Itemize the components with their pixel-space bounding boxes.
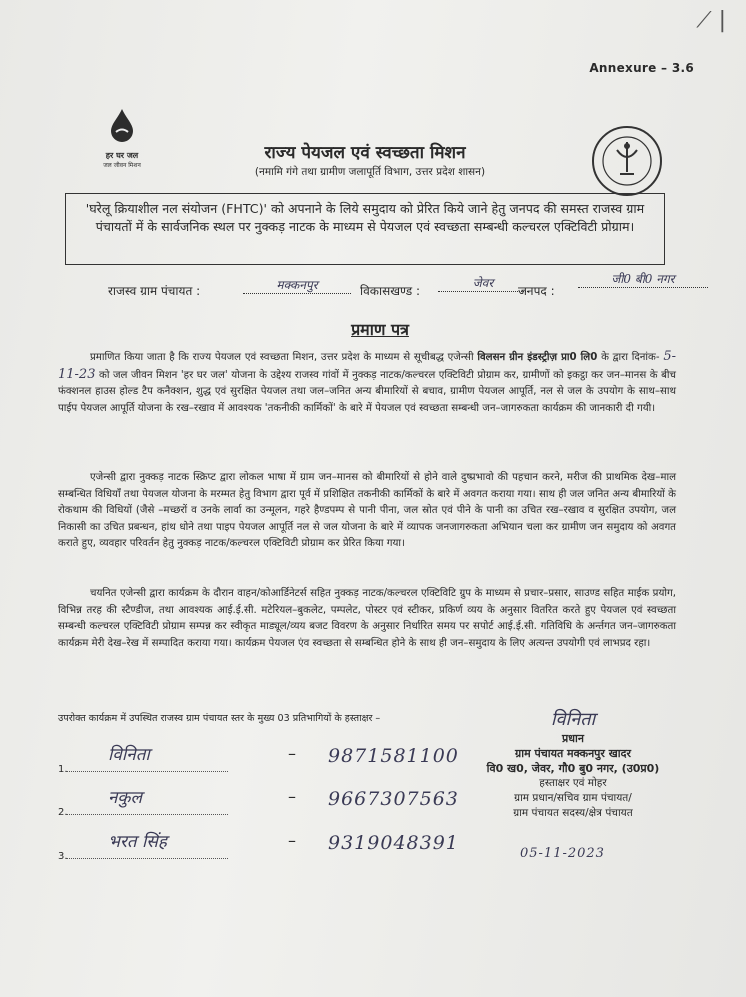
p1-text-b: के द्वारा दिनांक- xyxy=(601,352,660,363)
participant-signature: विनिता xyxy=(108,745,150,765)
paragraph-2 xyxy=(58,470,676,553)
stamp-line-1: ग्राम पंचायत मक्कनपुर खादर xyxy=(515,747,631,760)
stamp-line-5: ग्राम पंचायत सदस्य/क्षेत्र पंचायत xyxy=(513,807,633,819)
block-label: विकासखण्ड : xyxy=(360,284,421,298)
logo-text-1: हर घर जल xyxy=(105,151,139,160)
participant-signature: भरत सिंह xyxy=(108,832,167,852)
participant-signature: नकुल xyxy=(108,788,143,808)
participant-phone: 9871581100 xyxy=(328,745,459,767)
participant-phone: 9667307563 xyxy=(328,788,459,810)
har-ghar-jal-logo xyxy=(96,108,148,169)
up-government-emblem-icon xyxy=(590,124,664,198)
participant-number: 1. xyxy=(58,764,68,775)
p3-text: चयनित एजेन्सी द्वारा कार्यक्रम के दौरान वाहन/कोआर्डिनेटर्स सहित नुक्कड़ नाटक/कल्चरल एक्टिविटि ग्रुप के माध्यम से प्रचार–प्रसार, साउण्ड सहित माईक प्रयोग, विभिन्न तरह की स्टैण्डीज, तथा आवश्यक आई.ई.सी. मटेरियल–बुकलेट, पम्पलेट, पोस्टर एवं स्टीकर, प्रकिर्ण व्यय के अनुसार वितरित करते हुए पेयजल एवं स्वच्छता सम्बन्धी कल्चरल एक्टिविटी प्रोग्राम सम्पन्न कर स्वीकृत माड्यूल/व्यय बजट विवरण के अनुसार निर्धारित समय पर सपोर्ट आई.ई.सी. गतिविधि के अर्न्तगत जन–जागरुकता कार्यक्रम मेरी देख–रेख में सम्पादित कराया गया। कार्यक्रम पेयजल एंव स्वच्छता से सम्बन्धित होने के साथ ही जन–समुदाय के लिए अत्यन्त उपयोगी एवं लाभप्रद रहा। xyxy=(58,588,676,649)
gram-panchayat-value: मक्कनपुर xyxy=(243,276,351,294)
paragraph-1 xyxy=(58,349,676,417)
block-value: जेवर xyxy=(438,274,528,292)
p2-text: एजेन्सी द्वारा नुक्कड़ नाटक स्क्रिप्ट द्वारा लोकल भाषा में ग्राम जन–मानस को बीमारियों से होने वाले दुष्प्रभावो की पहचान करने, मरीज की प्राथमिक देख–माल सम्बन्धित विधियाँ तथा पेयजल योजना के मरम्मत हेतु विभाग द्वारा पूर्व में प्रशिक्षित तकनीकी कार्मिकों के बारे में अवगत कराया गया। साथ ही जल जनित अन्य बीमारियों के रोकथाम की विधियों (जैसे –मच्छरों व उनके लार्वा का उन्मूलन, गहरे हैण्डपम्प से पानी पीना, जल स्रोत एवं पीने के पानी का उचित रख–रखाव व सुरक्षित उपयोग, जल निकासी का उचित प्रबन्धन, हांथ धोने तथा पाइप पेयजल आपूर्ति नल से जल योजना के बारे में व्यापक जनजागरुकता अभियान चला कर ग्रामीण जन समुदाय को अवगत कराते हुए, व्यवहार परिवर्तन हेतु नुक्कड़ नाटक/कल्चरल एक्टिविटी प्रोग्राम कर प्रेरित किया गया। xyxy=(58,472,676,550)
certificate-heading: प्रमाण पत्र xyxy=(351,320,409,339)
paragraph-3 xyxy=(58,586,676,652)
participant-phone: 9319048391 xyxy=(328,832,459,854)
pradhan-title: प्रधान xyxy=(562,732,584,745)
mission-subtitle: (नमामि गंगे तथा ग्रामीण जलापूर्ति विभाग, उत्तर प्रदेश शासन) xyxy=(254,166,486,178)
district-label: जनपद : xyxy=(518,284,555,298)
pradhan-stamp xyxy=(478,707,668,821)
agency-name: विलसन ग्रीन इंडस्ट्रीज़ प्रा0 लि0 xyxy=(477,352,598,363)
program-date: 5-11-23 xyxy=(58,349,676,382)
signature-date: 05-11-2023 xyxy=(520,846,605,861)
participant-row-2: 2. नकुल – 9667307563 xyxy=(58,787,459,818)
stamp-line-4: ग्राम प्रधान/सचिव ग्राम पंचायत/ xyxy=(514,792,632,804)
gram-panchayat-label: राजस्व ग्राम पंचायत : xyxy=(108,284,201,298)
corner-mark: ⟋ | xyxy=(696,8,726,33)
logo-text-2: जल जीवन मिशन xyxy=(103,162,141,169)
water-drop-icon xyxy=(108,108,136,144)
stamp-line-2: वि0 ख0, जेवर, गौ0 बु0 नगर, (उ0प्र0) xyxy=(486,762,660,775)
participant-number: 2. xyxy=(58,807,68,818)
annexure-label: Annexure – 3.6 xyxy=(589,61,694,75)
participant-row-1: 1. विनिता – 9871581100 xyxy=(58,744,459,775)
district-value: जी0 बी0 नगर xyxy=(578,270,708,288)
participant-row-3: 3. भरत सिंह – 9319048391 xyxy=(58,831,459,862)
p1-text-c: को जल जीवन मिशन 'हर घर जल' योजना के उद्देश्य राजस्व गांवों में नुक्कड़ नाटक/कल्चरल एक्टिविटी प्रोग्राम कर, ग्रामीणों को इकट्ठा कर जन–मानस के बीच फंक्शनल हाउस होल्ड टैप कनैक्शन, शुद्ध एवं सुरक्षित पेयजल तथा जल–जनित अन्य बीमारियों से बचाव, ग्रामीण पेयजल आपूर्ति, नल से जल के उपयोग के साथ–साथ पाईप पेयजल आपूर्ति योजना के रख–रखाव में आवश्यक 'तकनीकी कार्मिकों' के बारे में पेयजल एवं स्वच्छता सम्बन्धी जन–जागरुकता कार्यक्रम की जानकारी दी गयी। xyxy=(58,369,676,414)
participant-number: 3. xyxy=(58,851,68,862)
participants-note: उपरोक्त कार्यक्रम में उपस्थित राजस्व ग्राम पंचायत स्तर के मुख्य 03 प्रतिभागियों के हस्ताक्षर – xyxy=(58,713,381,724)
p1-text-a: प्रमाणित किया जाता है कि राज्य पेयजल एवं स्वच्छता मिशन, उत्तर प्रदेश के माध्यम से सूचीबद्ध एजेन्सी xyxy=(90,352,474,363)
program-title-box: 'घरेलू क्रियाशील नल संयोजन (FHTC)' को अपनाने के लिये समुदाय को प्रेरित किये जाने हेतु जनपद की समस्त राजस्व ग्राम पंचायतों में के सार्वजनिक स्थल पर नुक्कड़ नाटक के माध्यम से पेयजल एवं स्वच्छता सम्बन्धी कल्चरल एक्टिविटी प्रोग्राम। xyxy=(65,193,665,265)
mission-title: राज्य पेयजल एवं स्वच्छता मिशन xyxy=(264,143,466,163)
pradhan-signature: विनिता xyxy=(550,709,596,730)
stamp-line-3: हस्ताक्षर एवं मोहर xyxy=(539,777,607,789)
